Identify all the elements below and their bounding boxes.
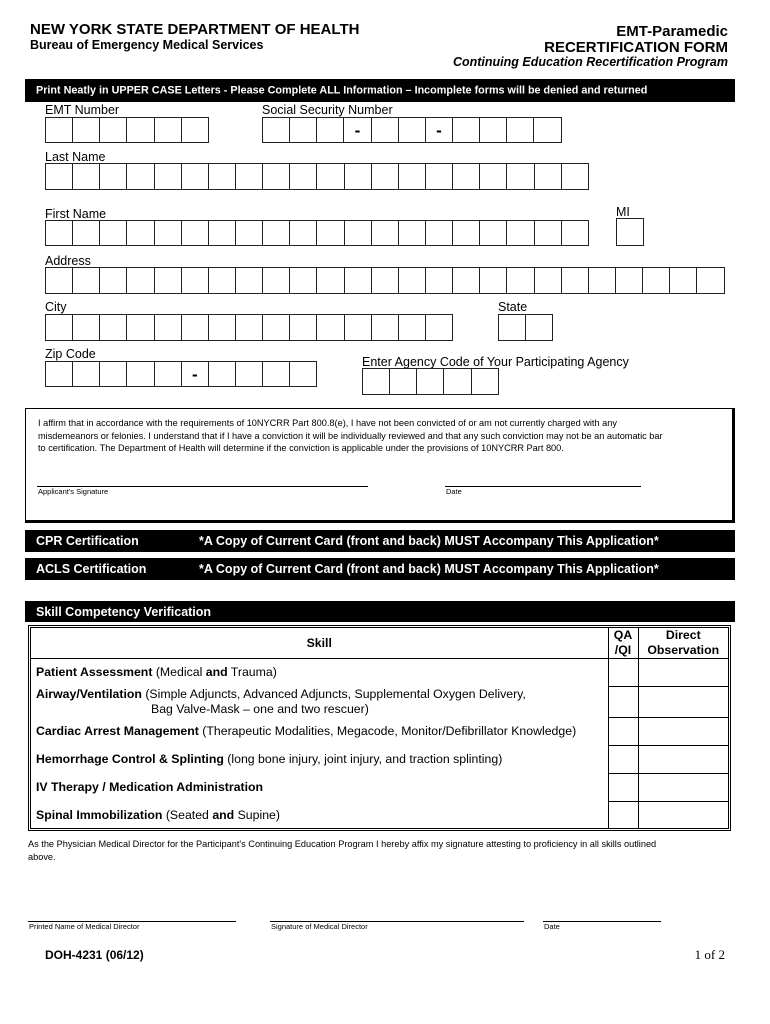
zip-code-box[interactable] [235, 361, 263, 387]
city-box[interactable] [344, 314, 372, 341]
city-box[interactable] [235, 314, 263, 341]
first-name-box[interactable] [235, 220, 263, 246]
ssn-box[interactable] [452, 117, 480, 143]
form-type: EMT-Paramedic [616, 23, 728, 40]
last-name-box[interactable] [45, 163, 73, 190]
last-name-box[interactable] [561, 163, 589, 190]
city-field [45, 314, 452, 341]
ssn-box[interactable] [479, 117, 507, 143]
last-name-box[interactable] [452, 163, 480, 190]
emt-number-box[interactable] [99, 117, 127, 143]
zip-code-box[interactable] [99, 361, 127, 387]
first-name-box[interactable] [99, 220, 127, 246]
zip-code-box[interactable] [208, 361, 236, 387]
ssn-separator: - [425, 117, 453, 143]
agency-code-box[interactable] [471, 368, 499, 395]
first-name-label: First Name [45, 207, 107, 221]
address-box[interactable] [615, 267, 643, 294]
last-name-box[interactable] [371, 163, 399, 190]
skill-title: Hemorrhage Control & Splinting [36, 752, 224, 766]
director-date-line[interactable] [543, 921, 661, 922]
last-name-box[interactable] [154, 163, 182, 190]
direct-observation-cell[interactable] [638, 718, 728, 746]
director-date-label: Date [544, 922, 560, 931]
zip-code-box[interactable] [72, 361, 100, 387]
first-name-box[interactable] [561, 220, 589, 246]
zip-code-label: Zip Code [45, 347, 96, 361]
last-name-box[interactable] [72, 163, 100, 190]
last-name-field [45, 163, 588, 190]
instructions-text: Print Neatly in UPPER CASE Letters - Please Complete ALL Information – Incomplete forms will be denied and returned [36, 84, 648, 97]
skill-detail: (long bone injury, joint injury, and traction splinting) [223, 752, 503, 766]
qi-header-line: /QI [614, 643, 632, 657]
ssn-box[interactable] [398, 117, 426, 143]
emt-number-label: EMT Number [45, 103, 120, 117]
address-box[interactable] [154, 267, 182, 294]
city-box[interactable] [126, 314, 154, 341]
city-box[interactable] [45, 314, 73, 341]
applicant-date-line[interactable] [445, 486, 641, 487]
city-box[interactable] [154, 314, 182, 341]
address-box[interactable] [126, 267, 154, 294]
observation-header-line: Observation [647, 643, 720, 657]
first-name-box[interactable] [316, 220, 344, 246]
page-number: 1 of 2 [694, 947, 725, 962]
skill-spinal-immobilization [31, 802, 608, 829]
applicant-signature-label: Applicant's Signature [38, 487, 109, 496]
first-name-box[interactable] [289, 220, 317, 246]
skill-competency-table [28, 625, 731, 831]
address-box[interactable] [588, 267, 616, 294]
first-name-box[interactable] [534, 220, 562, 246]
table-row [31, 718, 728, 746]
qa-qi-cell[interactable] [608, 746, 638, 774]
address-field [45, 267, 724, 294]
skill-title: Spinal Immobilization [36, 807, 163, 822]
zip-code-box[interactable] [289, 361, 317, 387]
table-row [31, 802, 728, 829]
skill-detail: Trauma) [227, 665, 277, 680]
address-box[interactable] [344, 267, 372, 294]
city-box[interactable] [208, 314, 236, 341]
last-name-box[interactable] [479, 163, 507, 190]
state-box[interactable] [498, 314, 526, 341]
direct-observation-cell[interactable] [638, 659, 728, 687]
table-row [31, 687, 728, 718]
address-box[interactable] [642, 267, 670, 294]
mi-label: MI [616, 205, 630, 219]
skill-line [36, 687, 608, 702]
emt-number-box[interactable] [126, 117, 154, 143]
ssn-field [262, 117, 561, 143]
address-box[interactable] [452, 267, 480, 294]
state-field [498, 314, 552, 341]
address-box[interactable] [208, 267, 236, 294]
city-box[interactable] [371, 314, 399, 341]
acls-certification-bar [25, 558, 735, 580]
city-box[interactable] [262, 314, 290, 341]
skill-detail: (Simple Adjuncts, Advanced Adjuncts, Supplemental Oxygen Delivery, [141, 687, 526, 701]
first-name-box[interactable] [398, 220, 426, 246]
state-label: State [498, 300, 528, 314]
last-name-box[interactable] [208, 163, 236, 190]
address-box[interactable] [534, 267, 562, 294]
address-box[interactable] [506, 267, 534, 294]
last-name-box[interactable] [99, 163, 127, 190]
first-name-box[interactable] [45, 220, 73, 246]
first-name-box[interactable] [208, 220, 236, 246]
affirmation-box [25, 408, 735, 523]
address-box[interactable] [696, 267, 724, 294]
ssn-separator: - [343, 117, 371, 143]
ssn-label: Social Security Number [262, 103, 393, 117]
skill-competency-title: Skill Competency Verification [36, 604, 212, 619]
qa-header-line: QA [613, 628, 633, 642]
skill-title: Patient Assessment [36, 665, 153, 680]
ssn-box[interactable] [262, 117, 290, 143]
department-name: NEW YORK STATE DEPARTMENT OF HEALTH [30, 21, 360, 38]
city-box[interactable] [181, 314, 209, 341]
applicant-date-label: Date [446, 487, 462, 496]
ssn-box[interactable] [506, 117, 534, 143]
address-box[interactable] [561, 267, 589, 294]
skill-iv-therapy [31, 774, 608, 802]
qa-qi-column-header [608, 628, 638, 659]
address-box[interactable] [398, 267, 426, 294]
attestation-line: As the Physician Medical Director for the Participant's Continuing Education Program I hereby affix my signature attesting to proficiency in all skills outlined [28, 839, 657, 849]
affirmation-line: misdemeanors or felonies. I understand that if I have a conviction it will be individually reviewed and that any such conviction may not be an automatic bar [38, 430, 663, 441]
direct-observation-cell[interactable] [638, 746, 728, 774]
emt-number-box[interactable] [181, 117, 209, 143]
qa-qi-cell[interactable] [608, 687, 638, 718]
last-name-box[interactable] [235, 163, 263, 190]
last-name-box[interactable] [181, 163, 209, 190]
emt-number-box[interactable] [72, 117, 100, 143]
first-name-box[interactable] [154, 220, 182, 246]
skill-detail: Supine) [234, 807, 280, 822]
mi-field [616, 218, 643, 246]
direct-observation-cell[interactable] [638, 774, 728, 802]
address-box[interactable] [262, 267, 290, 294]
first-name-box[interactable] [262, 220, 290, 246]
last-name-box[interactable] [316, 163, 344, 190]
last-name-box[interactable] [289, 163, 317, 190]
first-name-box[interactable] [72, 220, 100, 246]
skill-airway-ventilation [31, 687, 608, 718]
form-title: RECERTIFICATION FORM [544, 39, 728, 56]
first-name-box[interactable] [479, 220, 507, 246]
instructions-bar [25, 79, 735, 102]
table-header-row [31, 628, 728, 659]
city-box[interactable] [398, 314, 426, 341]
acls-certification-title: ACLS Certification [36, 561, 147, 576]
zip-code-box[interactable] [126, 361, 154, 387]
cpr-certification-title: CPR Certification [36, 533, 139, 548]
address-box[interactable] [99, 267, 127, 294]
city-label: City [45, 300, 67, 314]
address-box[interactable] [289, 267, 317, 294]
table-row [31, 746, 728, 774]
affirmation-line: to certification. The Department of Health will determine if the conviction is applicable under the provisions of 10NYCRR Part 800. [38, 443, 564, 453]
state-box[interactable] [525, 314, 553, 341]
attestation-line: above. [28, 852, 56, 862]
direct-observation-cell[interactable] [638, 687, 728, 718]
qa-qi-cell[interactable] [608, 659, 638, 687]
agency-code-field [362, 368, 498, 395]
director-printed-name-label: Printed Name of Medical Director [29, 922, 140, 931]
affirmation-line: I affirm that in accordance with the requirements of 10NYCRR Part 800.8(e), I have not been convicted of or am not currently charged with any [38, 418, 617, 428]
address-label: Address [45, 254, 91, 268]
zip-code-box[interactable] [154, 361, 182, 387]
agency-code-box[interactable] [389, 368, 417, 395]
skill-conjunction: and [205, 665, 228, 680]
last-name-box[interactable] [534, 163, 562, 190]
agency-code-box[interactable] [416, 368, 444, 395]
skill-cardiac-arrest-management [31, 718, 608, 746]
bureau-name: Bureau of Emergency Medical Services [30, 38, 264, 52]
agency-code-box[interactable] [362, 368, 390, 395]
first-name-box[interactable] [506, 220, 534, 246]
address-box[interactable] [425, 267, 453, 294]
cpr-card-notice: *A Copy of Current Card (front and back) MUST Accompany This Application* [199, 533, 659, 548]
address-box[interactable] [181, 267, 209, 294]
city-box[interactable] [99, 314, 127, 341]
address-box[interactable] [316, 267, 344, 294]
cpr-certification-bar [25, 530, 735, 552]
address-box[interactable] [45, 267, 73, 294]
zip-code-field [45, 361, 316, 387]
ssn-box[interactable] [371, 117, 399, 143]
last-name-box[interactable] [126, 163, 154, 190]
ssn-box[interactable] [316, 117, 344, 143]
skill-competency-bar [25, 601, 735, 622]
ssn-box[interactable] [289, 117, 317, 143]
zip-code-box[interactable] [45, 361, 73, 387]
emt-number-field [45, 117, 208, 143]
director-signature-label: Signature of Medical Director [271, 922, 368, 931]
direct-observation-column-header [638, 628, 728, 659]
table-row [31, 774, 728, 802]
emt-number-box[interactable] [45, 117, 73, 143]
program-name: Continuing Education Recertification Program [452, 55, 728, 69]
skill-title: Cardiac Arrest Management [36, 724, 199, 738]
last-name-box[interactable] [262, 163, 290, 190]
last-name-box[interactable] [398, 163, 426, 190]
qa-qi-cell[interactable] [608, 774, 638, 802]
address-box[interactable] [235, 267, 263, 294]
ssn-box[interactable] [533, 117, 561, 143]
skill-title: Airway/Ventilation [36, 687, 142, 701]
first-name-box[interactable] [371, 220, 399, 246]
last-name-box[interactable] [425, 163, 453, 190]
address-box[interactable] [72, 267, 100, 294]
emt-number-box[interactable] [154, 117, 182, 143]
skill-detail: Bag Valve-Mask – one and two rescuer) [151, 702, 369, 716]
address-box[interactable] [479, 267, 507, 294]
director-attestation [28, 838, 656, 864]
skill-line [36, 702, 608, 717]
skill-detail: (Therapeutic Modalities, Megacode, Monitor/Defibrillator Knowledge) [198, 724, 577, 738]
skill-patient-assessment [31, 659, 608, 687]
direct-header-line: Direct [665, 628, 701, 642]
last-name-box[interactable] [506, 163, 534, 190]
address-box[interactable] [669, 267, 697, 294]
mi-box[interactable] [616, 218, 644, 246]
skill-hemorrhage-control [31, 746, 608, 774]
skill-detail: (Medical [152, 665, 206, 680]
direct-observation-cell[interactable] [638, 802, 728, 829]
city-box[interactable] [316, 314, 344, 341]
skill-column-header: Skill [31, 628, 608, 659]
city-box[interactable] [289, 314, 317, 341]
first-name-box[interactable] [126, 220, 154, 246]
skill-conjunction: and [212, 807, 235, 822]
acls-card-notice: *A Copy of Current Card (front and back) MUST Accompany This Application* [199, 561, 659, 576]
agency-code-box[interactable] [443, 368, 471, 395]
first-name-field [45, 220, 588, 246]
table-row [31, 659, 728, 687]
affirmation-text [38, 417, 663, 455]
city-box[interactable] [72, 314, 100, 341]
form-number: DOH-4231 (06/12) [45, 948, 144, 962]
qa-qi-cell[interactable] [608, 802, 638, 829]
first-name-box[interactable] [452, 220, 480, 246]
first-name-box[interactable] [344, 220, 372, 246]
skill-title: IV Therapy / Medication Administration [36, 780, 264, 794]
qa-qi-cell[interactable] [608, 718, 638, 746]
last-name-box[interactable] [344, 163, 372, 190]
last-name-label: Last Name [45, 150, 106, 164]
zip-code-box[interactable] [262, 361, 290, 387]
city-box[interactable] [425, 314, 453, 341]
address-box[interactable] [371, 267, 399, 294]
skill-detail: (Seated [162, 807, 213, 822]
first-name-box[interactable] [425, 220, 453, 246]
first-name-box[interactable] [181, 220, 209, 246]
agency-code-label: Enter Agency Code of Your Participating Agency [362, 355, 629, 369]
zip-code-separator: - [181, 361, 209, 387]
